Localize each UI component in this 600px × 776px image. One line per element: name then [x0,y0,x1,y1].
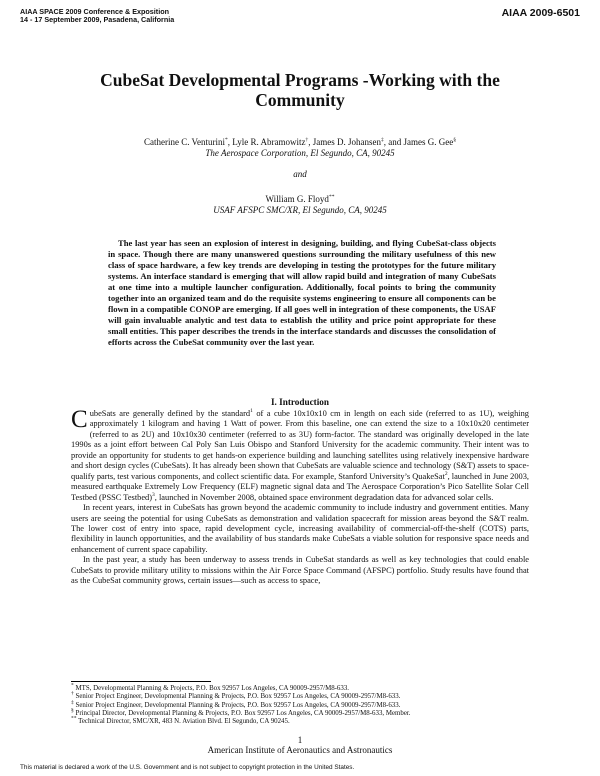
footnote-mark: ** [71,715,77,722]
footnote-text: Principal Director, Developmental Planning & Projects, P.O. Box 92957 Los Angeles, CA 90009-2957/M8-633, Member. [75,709,411,717]
footnote-mark: † [71,691,74,697]
conference-name: AIAA SPACE 2009 Conference & Exposition [20,7,169,16]
author-name: Catherine C. Venturini [143,137,226,147]
paper-title: CubeSat Developmental Programs -Working with the Community [100,70,500,110]
paragraph-text: of a cube 10x10x10 cm in length on each side (referred to as 1U), weighing approximately 1 kilogram and having 1 Watt of power. From this baseline, one can extend the size to a 10x10x20 centimeter (referred to as 2U) and 10x10x30 centimeter (referred to as 3U) form-factor. The standard was originally developed in the late 1990s as a joint effort between Cal Poly San Luis Obispo and Stanford University for the academic community. Their intent was to provide an opportunity for students to get hands-on experience building and launching satellites using relatively inexpensive hardware and short design cycles (CubeSats). It has already been shown that CubeSats are valuable science and technology (S&T) assets to space-qualify parts, test various components, and collect scientific data. For example, Stanford University’s QuakeSat [71,409,529,481]
footnote-mark: ‡ [381,137,384,143]
author-separator: , [227,137,233,147]
footnote-text: Senior Project Engineer, Developmental Planning & Projects, P.O. Box 92957 Los Angeles, CA 90009-2957/M8-633. [75,693,401,701]
citation-ref: 3 [152,491,155,498]
paragraph-text: ubeSats are generally defined by the standard [89,409,251,418]
footnote [71,699,531,710]
paragraph-text: , launched in November 2008, obtained space environment degradation data for advanced solar cells. [154,492,494,502]
section-heading: I. Introduction [270,397,330,407]
author-name: William G. Floyd [265,194,329,204]
footnote-mark: ** [328,194,335,200]
footnote-mark: ‡ [71,699,74,706]
author-list [60,137,540,148]
organization-name: American Institute of Aeronautics and Astronautics [207,745,393,755]
page-number: 1 [297,735,303,745]
conference-dates: 14 - 17 September 2009, Pasadena, California [20,15,175,24]
author-list-2 [60,194,540,205]
footnote [71,693,531,701]
drop-cap: C [71,406,88,433]
footnote-mark: * [225,137,228,143]
paragraph [71,406,529,503]
footnote [71,715,531,726]
footnotes [71,682,531,726]
footnote-text: Technical Director, SMC/XR, 483 N. Aviation Blvd. El Segundo, CA 90245. [78,718,290,726]
author-separator: , and [383,137,404,147]
footnote-mark: * [71,682,74,689]
abstract: The last year has seen an explosion of interest in designing, building, and flying CubeSat-class objects in space. Though there are many unanswered questions surrounding the military usefulness of this new class of space hardware, a few key trends are developing in testing the prototypes for the future military systems. An interface standard is emerging that will allow rapid build and integration of many CubeSats at one time into a multiple launcher configuration. Additionally, focal points to bring the community together into an organized team and do the requisite systems engineering to ensure all components can be flown in a compatible CONOP are emerging. If all goes well in integration of these components, the USAF will gain invaluable analytic and test data to establish the utility and price point appropriate for these small entities. This paper describes the trends in the interface standards and discusses the consolidation of efforts across the CubeSat community over the last year. [108,238,496,347]
footnote-mark: § [71,707,74,714]
citation-ref: 1 [250,408,253,415]
author-name: James G. Gee [403,137,454,147]
footnote-divider [71,681,211,682]
author-conjunction: and [293,169,307,179]
author-affiliation: The Aerospace Corporation, El Segundo, CA, 90245 [205,148,395,158]
author-separator: , [308,137,313,147]
paragraph-text: , launched in June 2003, measured earthquake Extremely Low Frequency (ELF) magnetic signal data and The Aerospace Corporation’s Pico Satellite Solar Cell Testbed (PSSC Testbed) [71,471,529,502]
copyright-disclaimer: This material is declared a work of the U.S. Government and is not subject to copyright protection in the United States. [20,764,355,771]
author-affiliation: USAF AFSPC SMC/XR, El Segundo, CA, 90245 [213,205,387,215]
footnote-text: Senior Project Engineer, Developmental Planning & Projects, P.O. Box 92957 Los Angeles, CA 90009-2957/M8-633. [75,701,401,709]
footnote-mark: § [453,137,457,143]
citation-ref: 2 [444,470,448,477]
paragraph: In the past year, a study has been underway to assess trends in CubeSat standards as well as key technologies that could enable CubeSats to provide military utility to missions within the Air Force Space Command (AFSPC) portfolio. Study results have found that as the CubeSat community grows, certain issues—such as access to space, [71,555,529,586]
conference-header [20,8,174,24]
paragraph: In recent years, interest in CubeSats has grown beyond the academic community to include industry and government entities. Many users are seeing the potential for using CubeSats as demonstration and validation spacecraft for mission areas beyond the S&T realm. The lower cost of entry into space, rapid development cycle, increasing availability of commercial-off-the-shelf (COTS) parts, flexibility in launch opportunities, and the availability of bus standards make CubeSats a viable solution for responsive space needs and enhancement of current space capability. [71,503,529,554]
body-text [71,406,529,587]
paper-id: AIAA 2009-6501 [501,7,580,19]
footnote [71,707,531,718]
footnote-text: MTS, Developmental Planning & Projects, P.O. Box 92957 Los Angeles, CA 90009-2957/M8-633. [75,685,349,692]
footnote-mark: † [305,137,309,143]
author-name: Lyle R. Abramowitz [232,137,306,147]
author-name: James D. Johansen [312,137,382,147]
